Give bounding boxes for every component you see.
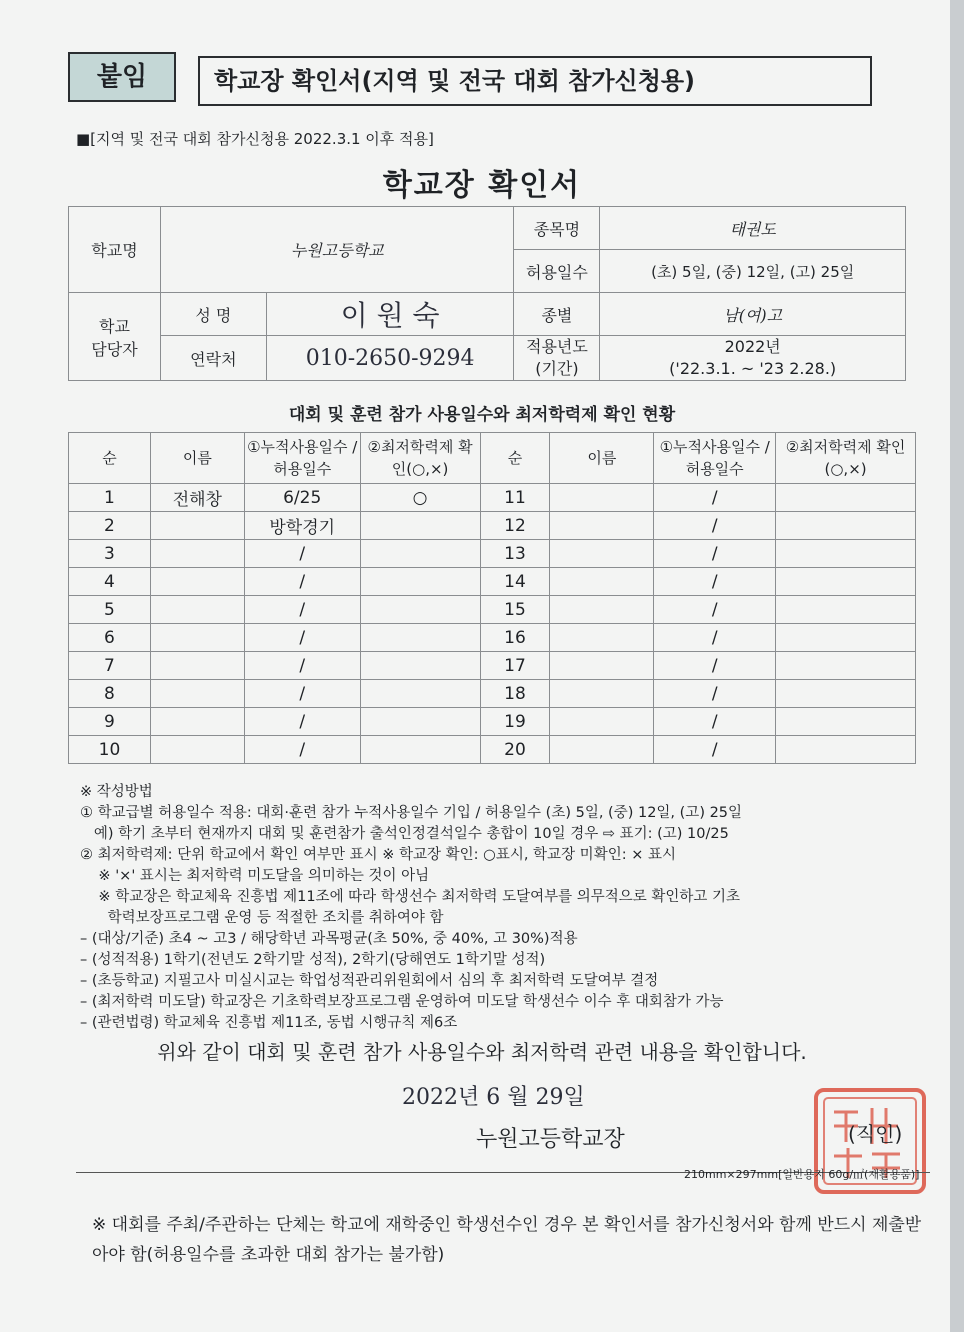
row-days: 6/25 xyxy=(244,484,360,512)
row-name xyxy=(550,540,654,568)
document-title: 학교장 확인서 xyxy=(382,168,582,203)
row-days: / xyxy=(654,512,776,540)
row-min xyxy=(360,596,480,624)
row-min xyxy=(360,540,480,568)
row-min xyxy=(360,680,480,708)
row-name xyxy=(150,512,244,540)
row-min xyxy=(360,512,480,540)
row-name xyxy=(150,596,244,624)
instruction-line: ① 학교급별 허용일수 적용: 대회·훈련 참가 누적사용일수 기입 / 허용일수 (초) 5일, (중) 12일, (고) 25일 xyxy=(80,805,743,821)
table-row xyxy=(69,680,916,708)
row-days: / xyxy=(654,596,776,624)
row-min xyxy=(776,680,916,708)
participation-table xyxy=(68,432,916,764)
section-title: 대회 및 훈련 참가 사용일수와 최저학력제 확인 현황 xyxy=(288,405,676,425)
allowed-days-label: 허용일수 xyxy=(514,250,600,293)
row-min xyxy=(776,512,916,540)
row-days: / xyxy=(654,736,776,764)
col-name: 이름 xyxy=(150,433,244,484)
row-name xyxy=(550,484,654,512)
row-no: 4 xyxy=(69,568,151,596)
col-no: 순 xyxy=(69,433,151,484)
principal-title: 누원고등학교장 xyxy=(476,1127,625,1152)
row-min xyxy=(776,652,916,680)
type-value: 남(여)고 xyxy=(600,293,906,336)
table-row xyxy=(69,568,916,596)
row-days: / xyxy=(654,540,776,568)
name-label: 성 명 xyxy=(160,293,266,336)
row-min xyxy=(776,736,916,764)
row-name xyxy=(150,652,244,680)
row-min xyxy=(776,540,916,568)
row-no: 17 xyxy=(480,652,550,680)
row-min: ○ xyxy=(360,484,480,512)
col-no: 순 xyxy=(480,433,550,484)
row-name xyxy=(550,708,654,736)
row-days: / xyxy=(244,708,360,736)
row-no: 2 xyxy=(69,512,151,540)
year-value: 2022년 xyxy=(724,337,781,356)
instruction-line: ※ '×' 표시는 최저학력 미도달을 의미하는 것이 아님 xyxy=(80,868,430,884)
row-days: / xyxy=(654,652,776,680)
year-cell xyxy=(600,336,906,381)
instruction-line: – (대상/기준) 초4 ~ 고3 / 해당학년 과목평균(초 50%, 중 40%, 고 30%)적용 xyxy=(80,931,578,947)
row-no: 6 xyxy=(69,624,151,652)
row-no: 11 xyxy=(480,484,550,512)
row-name xyxy=(150,568,244,596)
table-row xyxy=(69,624,916,652)
event-value: 태권도 xyxy=(600,207,906,250)
table-row xyxy=(69,652,916,680)
row-min xyxy=(776,484,916,512)
header-title: 학교장 확인서(지역 및 전국 대회 참가신청용) xyxy=(198,56,872,106)
event-label: 종목명 xyxy=(514,207,600,250)
col-min: ②최저학력제 확인(○,×) xyxy=(360,433,480,484)
instruction-line: – (성적적용) 1학기(전년도 2학기말 성적), 2학기(당해연도 1학기말 성적) xyxy=(80,952,546,968)
row-name xyxy=(550,680,654,708)
row-no: 9 xyxy=(69,708,151,736)
table-row xyxy=(69,708,916,736)
instruction-line: – (최저학력 미도달) 학교장은 기초학력보장프로그램 운영하여 미도달 학생선수 이수 후 대회참가 가능 xyxy=(80,994,724,1010)
row-name xyxy=(550,624,654,652)
attachment-tag: 붙임 xyxy=(68,52,176,102)
row-no: 1 xyxy=(69,484,151,512)
row-min xyxy=(360,736,480,764)
school-value: 누원고등학교 xyxy=(160,207,514,293)
row-days: / xyxy=(654,680,776,708)
contact-label: 연락처 xyxy=(160,336,266,381)
instruction-line: 학력보장프로그램 운영 등 적절한 조치를 취하여야 함 xyxy=(80,910,444,926)
row-min xyxy=(360,568,480,596)
year-label: 적용년도 (기간) xyxy=(514,336,600,381)
row-no: 10 xyxy=(69,736,151,764)
row-no: 5 xyxy=(69,596,151,624)
row-name xyxy=(550,568,654,596)
row-name xyxy=(150,624,244,652)
manager-label: 학교 담당자 xyxy=(69,293,161,381)
row-name xyxy=(550,736,654,764)
row-no: 20 xyxy=(480,736,550,764)
instruction-line: – (초등학교) 지필고사 미실시교는 학업성적관리위원회에서 심의 후 최저학력 도달여부 결정 xyxy=(80,973,659,989)
instruction-line: – (관련법령) 학교체육 진흥법 제11조, 동법 시행규칙 제6조 xyxy=(80,1015,458,1031)
instruction-line: 예) 학기 초부터 현재까지 대회 및 훈련참가 출석인정결석일수 총합이 10일 경우 ⇨ 표기: (고) 10/25 xyxy=(80,826,729,842)
table-row xyxy=(69,596,916,624)
row-days: / xyxy=(654,624,776,652)
row-no: 13 xyxy=(480,540,550,568)
info-table xyxy=(68,206,906,381)
row-name xyxy=(150,680,244,708)
table-row xyxy=(69,736,916,764)
row-no: 15 xyxy=(480,596,550,624)
instruction-line: ※ 작성방법 xyxy=(80,784,153,800)
seal-label: (직인) xyxy=(848,1122,903,1146)
row-min xyxy=(776,708,916,736)
row-min xyxy=(360,624,480,652)
table-row xyxy=(69,512,916,540)
table-row xyxy=(69,540,916,568)
type-label: 종별 xyxy=(514,293,600,336)
row-days: / xyxy=(244,652,360,680)
writing-instructions xyxy=(80,782,940,1034)
row-days: 방학경기 xyxy=(244,512,360,540)
row-name xyxy=(150,736,244,764)
confirmation-statement: 위와 같이 대회 및 훈련 참가 사용일수와 최저학력 관련 내용을 확인합니다. xyxy=(157,1040,807,1064)
row-min xyxy=(776,568,916,596)
row-no: 8 xyxy=(69,680,151,708)
table-row xyxy=(69,484,916,512)
row-no: 12 xyxy=(480,512,550,540)
row-days: / xyxy=(244,540,360,568)
col-days: ①누적사용일수 /허용일수 xyxy=(244,433,360,484)
col-min: ②최저학력제 확인(○,×) xyxy=(776,433,916,484)
footnote: ※ 대회를 주최/주관하는 단체는 학교에 재학중인 학생선수인 경우 본 확인서를 참가신청서와 함께 반드시 제출받아야 함(허용일수를 초과한 대회 참가는 불가함) xyxy=(92,1215,922,1265)
row-days: / xyxy=(244,680,360,708)
row-days: / xyxy=(654,568,776,596)
row-min xyxy=(360,652,480,680)
row-name xyxy=(150,540,244,568)
row-name xyxy=(550,652,654,680)
row-no: 18 xyxy=(480,680,550,708)
row-min xyxy=(776,596,916,624)
issue-date: 2022년 6 월 29일 xyxy=(402,1085,585,1110)
name-signature: 이 원 숙 xyxy=(266,293,514,336)
applicability-note: ■[지역 및 전국 대회 참가신청용 2022.3.1 이후 적용] xyxy=(76,130,434,148)
row-no: 14 xyxy=(480,568,550,596)
col-days: ①누적사용일수 /허용일수 xyxy=(654,433,776,484)
instruction-line: ② 최저학력제: 단위 학교에서 확인 여부만 표시 ※ 학교장 확인: ○표시, 학교장 미확인: × 표시 xyxy=(80,847,676,863)
row-days: / xyxy=(654,484,776,512)
row-days: / xyxy=(244,624,360,652)
row-days: / xyxy=(244,736,360,764)
row-no: 16 xyxy=(480,624,550,652)
row-no: 19 xyxy=(480,708,550,736)
row-days: / xyxy=(654,708,776,736)
row-name xyxy=(150,708,244,736)
row-no: 7 xyxy=(69,652,151,680)
row-name xyxy=(550,512,654,540)
row-no: 3 xyxy=(69,540,151,568)
row-name xyxy=(550,596,654,624)
contact-value: 010-2650-9294 xyxy=(266,336,514,381)
paper-spec: 210mm×297mm[일반용지 60g/㎡(재활용품)] xyxy=(684,1168,920,1181)
row-days: / xyxy=(244,568,360,596)
row-days: / xyxy=(244,596,360,624)
row-min xyxy=(360,708,480,736)
instruction-line: ※ 학교장은 학교체육 진흥법 제11조에 따라 학생선수 최저학력 도달여부를 의무적으로 확인하고 기초 xyxy=(80,889,741,905)
row-min xyxy=(776,624,916,652)
col-name: 이름 xyxy=(550,433,654,484)
allowed-days-value: (초) 5일, (중) 12일, (고) 25일 xyxy=(600,250,906,293)
row-name: 전해창 xyxy=(150,484,244,512)
school-label: 학교명 xyxy=(69,207,161,293)
period-value: ('22.3.1. ~ '23 2.28.) xyxy=(669,359,837,378)
